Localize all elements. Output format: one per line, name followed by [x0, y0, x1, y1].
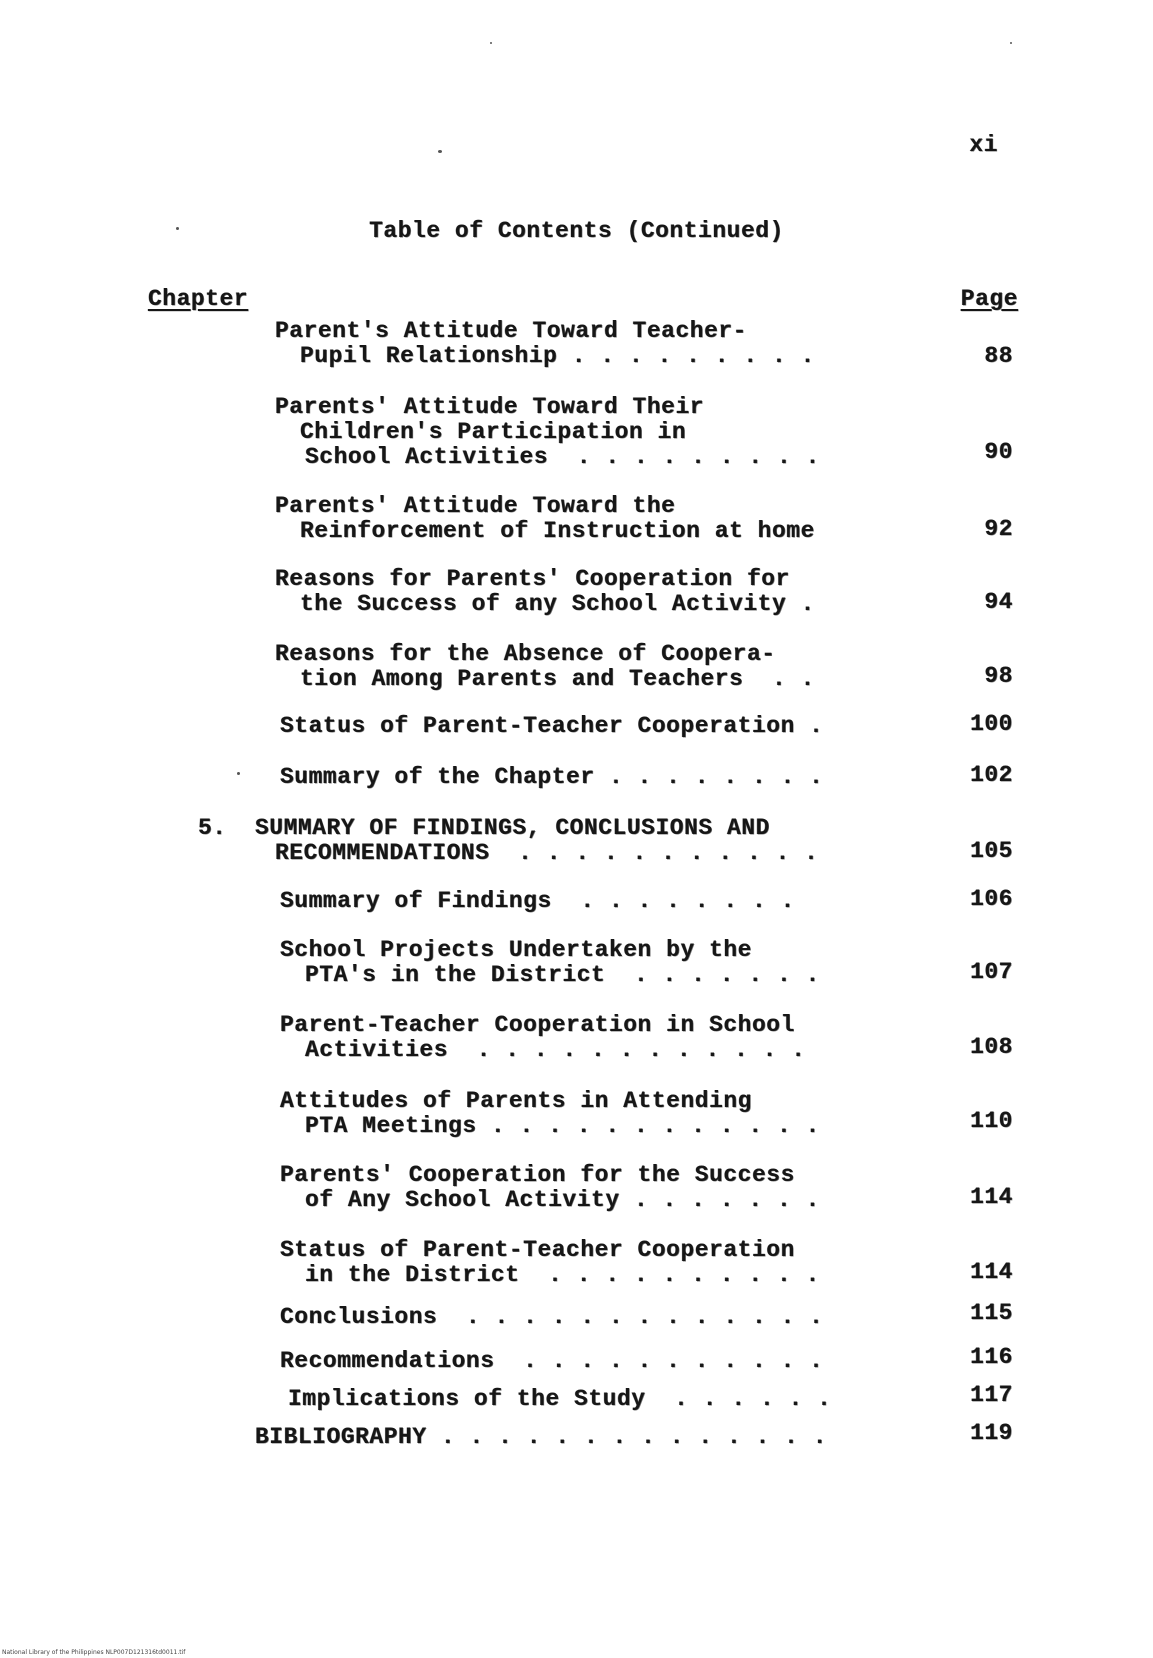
toc-entry-line: Reasons for Parents' Cooperation for	[275, 566, 790, 592]
toc-entry-page: 105	[970, 838, 1013, 864]
toc-entry-line: Parent's Attitude Toward Teacher-	[275, 318, 747, 344]
toc-entry-line: Status of Parent-Teacher Cooperation .	[280, 713, 824, 739]
toc-entry-line: Reinforcement of Instruction at home	[300, 518, 815, 544]
toc-entry-line: Activities . . . . . . . . . . . .	[305, 1037, 806, 1063]
scan-speck	[438, 150, 442, 153]
toc-entry-page: 114	[970, 1184, 1013, 1210]
toc-entry-page: 107	[970, 959, 1013, 985]
toc-entry-page: 94	[984, 589, 1013, 615]
scan-speck	[176, 227, 179, 230]
toc-entry-page: 114	[970, 1259, 1013, 1285]
toc-entry-page: 108	[970, 1034, 1013, 1060]
toc-entry-line: BIBLIOGRAPHY . . . . . . . . . . . . . .	[255, 1424, 828, 1450]
page-column-header: Page	[960, 286, 1018, 312]
toc-entry-line: School Activities . . . . . . . . .	[305, 444, 820, 470]
toc-entry-line: Pupil Relationship . . . . . . . . .	[300, 343, 815, 369]
toc-entry-line: School Projects Undertaken by the	[280, 937, 752, 963]
page-title: Table of Contents (Continued)	[369, 218, 784, 244]
toc-entry-page: 119	[970, 1420, 1013, 1446]
toc-entry-line: RECOMMENDATIONS . . . . . . . . . . .	[275, 840, 819, 866]
toc-entry-line: Children's Participation in	[300, 419, 687, 445]
page-number: xi	[969, 132, 998, 158]
toc-entry-page: 116	[970, 1344, 1013, 1370]
toc-entry-line: Conclusions . . . . . . . . . . . . .	[280, 1304, 824, 1330]
toc-entry-line: Parents' Attitude Toward Their	[275, 394, 705, 420]
toc-entry-line: Parents' Cooperation for the Success	[280, 1162, 795, 1188]
toc-entry-line: Recommendations . . . . . . . . . . .	[280, 1348, 824, 1374]
toc-entry-page: 92	[984, 516, 1013, 542]
scan-footer: National Library of the Philippines NLP007D121316td0011.tif	[2, 1649, 186, 1656]
toc-entry-page: 102	[970, 762, 1013, 788]
toc-entry-page: 88	[984, 343, 1013, 369]
toc-entry-page: 98	[984, 663, 1013, 689]
toc-entry-line: Status of Parent-Teacher Cooperation	[280, 1237, 795, 1263]
toc-entry-line: of Any School Activity . . . . . . .	[305, 1187, 820, 1213]
toc-entry-page: 117	[970, 1382, 1013, 1408]
toc-entry-page: 115	[970, 1300, 1013, 1326]
toc-entry-page: 110	[970, 1108, 1013, 1134]
toc-entry-line: PTA's in the District . . . . . . .	[305, 962, 820, 988]
toc-entry-line: Parent-Teacher Cooperation in School	[280, 1012, 795, 1038]
toc-entry-line: Implications of the Study . . . . . .	[288, 1386, 832, 1412]
toc-entry-line: Parents' Attitude Toward the	[275, 493, 676, 519]
scan-speck	[237, 772, 240, 775]
toc-entry-line: the Success of any School Activity .	[300, 591, 815, 617]
toc-entry-line: PTA Meetings . . . . . . . . . . . .	[305, 1113, 820, 1139]
toc-entry-line: Summary of the Chapter . . . . . . . .	[280, 764, 824, 790]
chapter-number: 5.	[198, 815, 227, 841]
toc-entry-line: Summary of Findings . . . . . . . .	[280, 888, 795, 914]
toc-entry-line: tion Among Parents and Teachers . .	[300, 666, 815, 692]
toc-entry-page: 100	[970, 711, 1013, 737]
toc-entry-page: 106	[970, 886, 1013, 912]
toc-entry-line: Reasons for the Absence of Coopera-	[275, 641, 776, 667]
toc-entry-line: SUMMARY OF FINDINGS, CONCLUSIONS AND	[255, 815, 770, 841]
toc-entry-page: 90	[984, 439, 1013, 465]
toc-entry-line: in the District . . . . . . . . . .	[305, 1262, 820, 1288]
toc-entry-line: Attitudes of Parents in Attending	[280, 1088, 752, 1114]
scan-speck	[490, 42, 492, 44]
chapter-column-header: Chapter	[148, 286, 249, 312]
scan-speck	[1010, 42, 1012, 44]
